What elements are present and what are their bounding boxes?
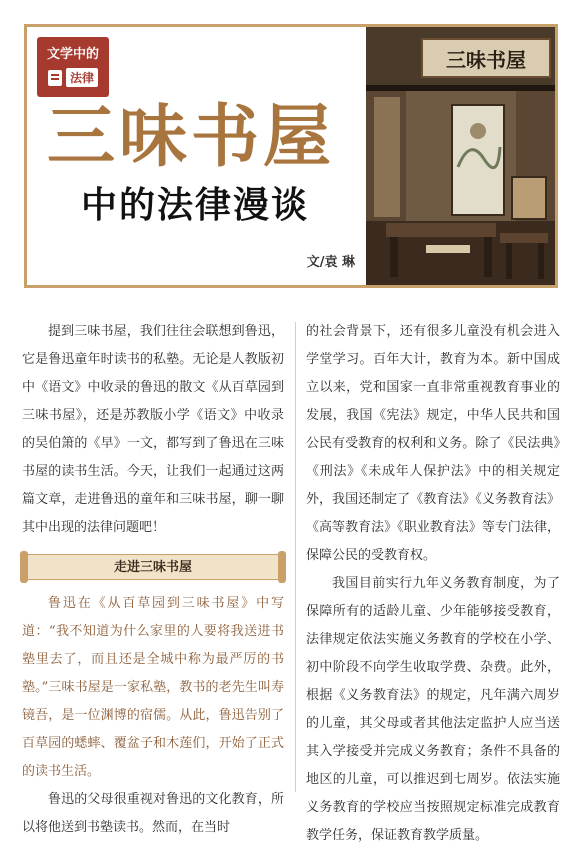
quote-paragraph: 鲁迅在《从百草园到三味书屋》中写道：“我不知道为什么家里的人要将我送进书塾里去了，而且还是全城中称为最严厉的书塾。”三味书屋是一家私塾，教书的老先生叫寿镜吾，是一位渊博的宿儒。从此，鲁迅告别了百草园的蟋蟀、覆盆子和木莲们，开始了正式的读书生活。 — [22, 596, 284, 779]
continued-paragraph: 的社会背景下，还有很多儿童没有机会进入学堂学习。百年大计，教育为本。新中国成立以来，党和国家一直非常重视教育事业的发展，我国《宪法》规定，中华人民共和国公民有受教育的权利和义务。除了《民法典》《刑法》《未成年人保护法》中的相关规定外，我国还制定了《教育法》《义务教育法》《高等教育法》《职业教育法》等专门法律，保障公民的受教育权。 — [306, 324, 560, 563]
article-title: 三味书屋 — [47, 97, 336, 177]
left-column — [22, 318, 284, 842]
article-subtitle: 中的法律漫谈 — [81, 185, 310, 226]
byline: 文/袁 琳 — [306, 255, 355, 270]
section-heading: 走进三味书屋 — [26, 554, 280, 580]
right-column — [306, 318, 560, 850]
header-frame — [24, 24, 558, 288]
photo-plaque: 三味书屋 — [446, 48, 526, 72]
book-icon — [48, 70, 62, 86]
badge-top-text: 文学中的 — [46, 47, 99, 62]
intro-paragraph: 提到三味书屋，我们往往会联想到鲁迅，它是鲁迅童年时读书的私塾。无论是人教版初中《语文》中收录的鲁迅的散文《从百草园到三味书屋》，还是苏教版小学《语文》中收录的吴伯箫的《早》一文，都写到了鲁迅在三味书屋的读书生活。今天，让我们一起通过这两篇文章，走进鲁迅的童年和三味书屋，聊一聊其中出现的法律问题吧！ — [22, 324, 284, 535]
sanwei-study-photo — [366, 27, 555, 285]
badge-bottom — [41, 68, 105, 87]
body-paragraph: 鲁迅的父母很重视对鲁迅的文化教育，所以将他送到书塾读书。然而，在当时 — [22, 792, 284, 835]
column-divider — [295, 322, 296, 792]
photo-illustration — [366, 27, 555, 285]
compulsory-education-paragraph: 我国目前实行九年义务教育制度，为了保障所有的适龄儿童、少年能够接受教育，法律规定依法实施义务教育的学校在小学、初中阶段不向学生收取学费、杂费。此外，根据《义务教育法》的规定，凡年满六周岁的儿童，其父母或者其他法定监护人应当送其入学接受并完成义务教育；条件不具备的地区的儿童，可以推迟到七周岁。依法实施义务教育的学校应当按照规定标准完成教育教学任务，保证教育教学质量。 — [306, 576, 560, 843]
badge-label: 法律 — [66, 68, 98, 87]
column-badge — [37, 37, 109, 97]
